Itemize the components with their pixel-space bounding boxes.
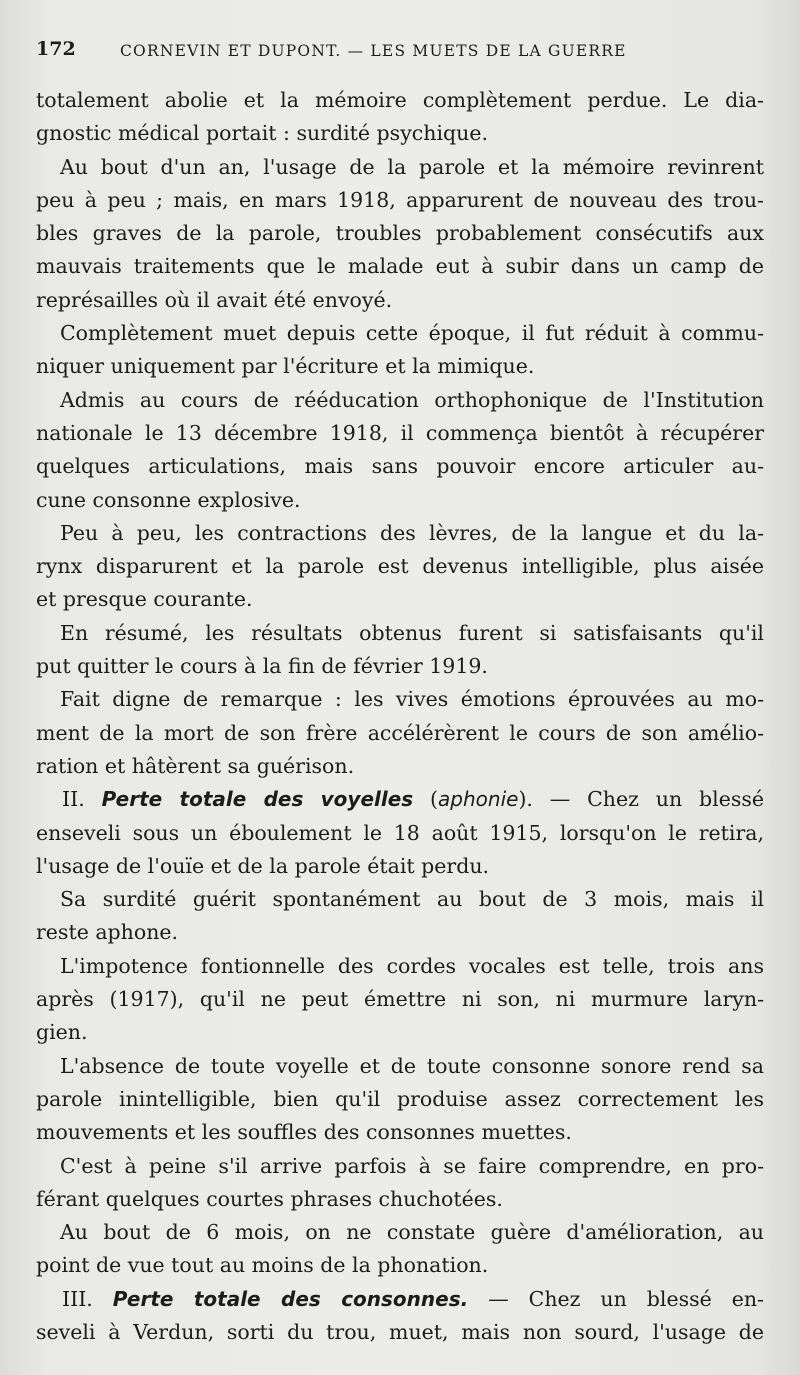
- text-line: point de vue tout au moins de la phonation.: [36, 1253, 489, 1278]
- text-line: Au bout de 6 mois, on ne constate guère d'amélioration, au: [60, 1220, 764, 1245]
- text-line: ment de la mort de son frère accélérèrent le cours de son amélio-: [36, 720, 764, 745]
- section-title: Perte totale des voyelles: [101, 787, 414, 812]
- running-header: [36, 38, 766, 68]
- text-line: reste aphone.: [36, 920, 179, 945]
- text-line: après (1917), qu'il ne peut émettre ni son, ni murmure laryn-: [36, 987, 764, 1012]
- page-number: 172: [36, 38, 76, 60]
- text-line: enseveli sous un éboulement le 18 août 1915, lorsqu'on le retira,: [36, 820, 764, 845]
- text-line: totalement abolie et la mémoire complètement perdue. Le dia-: [36, 88, 764, 112]
- text-line: peu à peu ; mais, en mars 1918, apparurent de nouveau des trou-: [36, 187, 764, 212]
- text-line: C'est à peine s'il arrive parfois à se faire comprendre, en pro-: [60, 1153, 764, 1178]
- text-line: Complètement muet depuis cette époque, il fut réduit à commu-: [60, 321, 764, 346]
- section-paren-word: aphonie: [438, 787, 519, 812]
- text-line: et presque courante.: [36, 587, 253, 612]
- text-line: bles graves de la parole, troubles probablement consécutifs aux: [36, 221, 764, 246]
- section-paren-close: ).: [518, 787, 533, 812]
- text-line: Sa surdité guérit spontanément au bout de 3 mois, mais il: [60, 887, 764, 912]
- text-line: L'impotence fontionnelle des cordes vocales est telle, trois ans: [60, 953, 764, 978]
- section-heading-line: [36, 783, 764, 816]
- text-line: nationale le 13 décembre 1918, il commença bientôt à récupérer: [36, 420, 764, 445]
- section-title: Perte totale des consonnes.: [112, 1286, 469, 1311]
- section-lead-text: — Chez un blessé en-: [488, 1286, 764, 1311]
- text-line: gien.: [36, 1020, 88, 1045]
- text-line: mauvais traitements que le malade eut à subir dans un camp de: [36, 254, 764, 279]
- text-line: Admis au cours de rééducation orthophonique de l'Institution: [60, 387, 764, 412]
- text-line: mouvements et les souffles des consonnes muettes.: [36, 1120, 572, 1145]
- section-number: II.: [62, 787, 85, 812]
- text-line: l'usage de l'ouïe et de la parole était perdu.: [36, 853, 490, 878]
- section-heading-line: [36, 1283, 764, 1316]
- text-line: Fait digne de remarque : les vives émotions éprouvées au mo-: [60, 687, 764, 712]
- section-number: III.: [62, 1286, 93, 1311]
- text-line: L'absence de toute voyelle et de toute consonne sonore rend sa: [60, 1053, 764, 1078]
- text-line: put quitter le cours à la fin de février 1919.: [36, 654, 488, 679]
- text-line: cune consonne explosive.: [36, 487, 301, 512]
- text-line: gnostic médical portait : surdité psychique.: [36, 121, 488, 146]
- text-line: niquer uniquement par l'écriture et la mimique.: [36, 354, 535, 379]
- text-line: représailles où il avait été envoyé.: [36, 287, 393, 312]
- text-line: rynx disparurent et la parole est devenus intelligible, plus aisée: [36, 554, 764, 579]
- running-title: CORNEVIN ET DUPONT. — LES MUETS DE LA GUERRE: [120, 42, 627, 60]
- text-line: Peu à peu, les contractions des lèvres, de la langue et du la-: [60, 520, 764, 545]
- text-line: parole inintelligible, bien qu'il produise assez correctement les: [36, 1086, 764, 1111]
- text-line: quelques articulations, mais sans pouvoir encore articuler au-: [36, 454, 764, 479]
- text-line: ration et hâtèrent sa guérison.: [36, 753, 355, 778]
- text-line: seveli à Verdun, sorti du trou, muet, mais non sourd, l'usage de: [36, 1319, 764, 1344]
- section-paren-open: (: [430, 787, 439, 812]
- section-lead-text: — Chez un blessé: [549, 787, 764, 812]
- text-line: En résumé, les résultats obtenus furent si satisfaisants qu'il: [60, 620, 764, 645]
- text-line: Au bout d'un an, l'usage de la parole et la mémoire revinrent: [60, 154, 764, 179]
- text-line: férant quelques courtes phrases chuchotées.: [36, 1186, 503, 1211]
- body-text: [36, 84, 764, 1349]
